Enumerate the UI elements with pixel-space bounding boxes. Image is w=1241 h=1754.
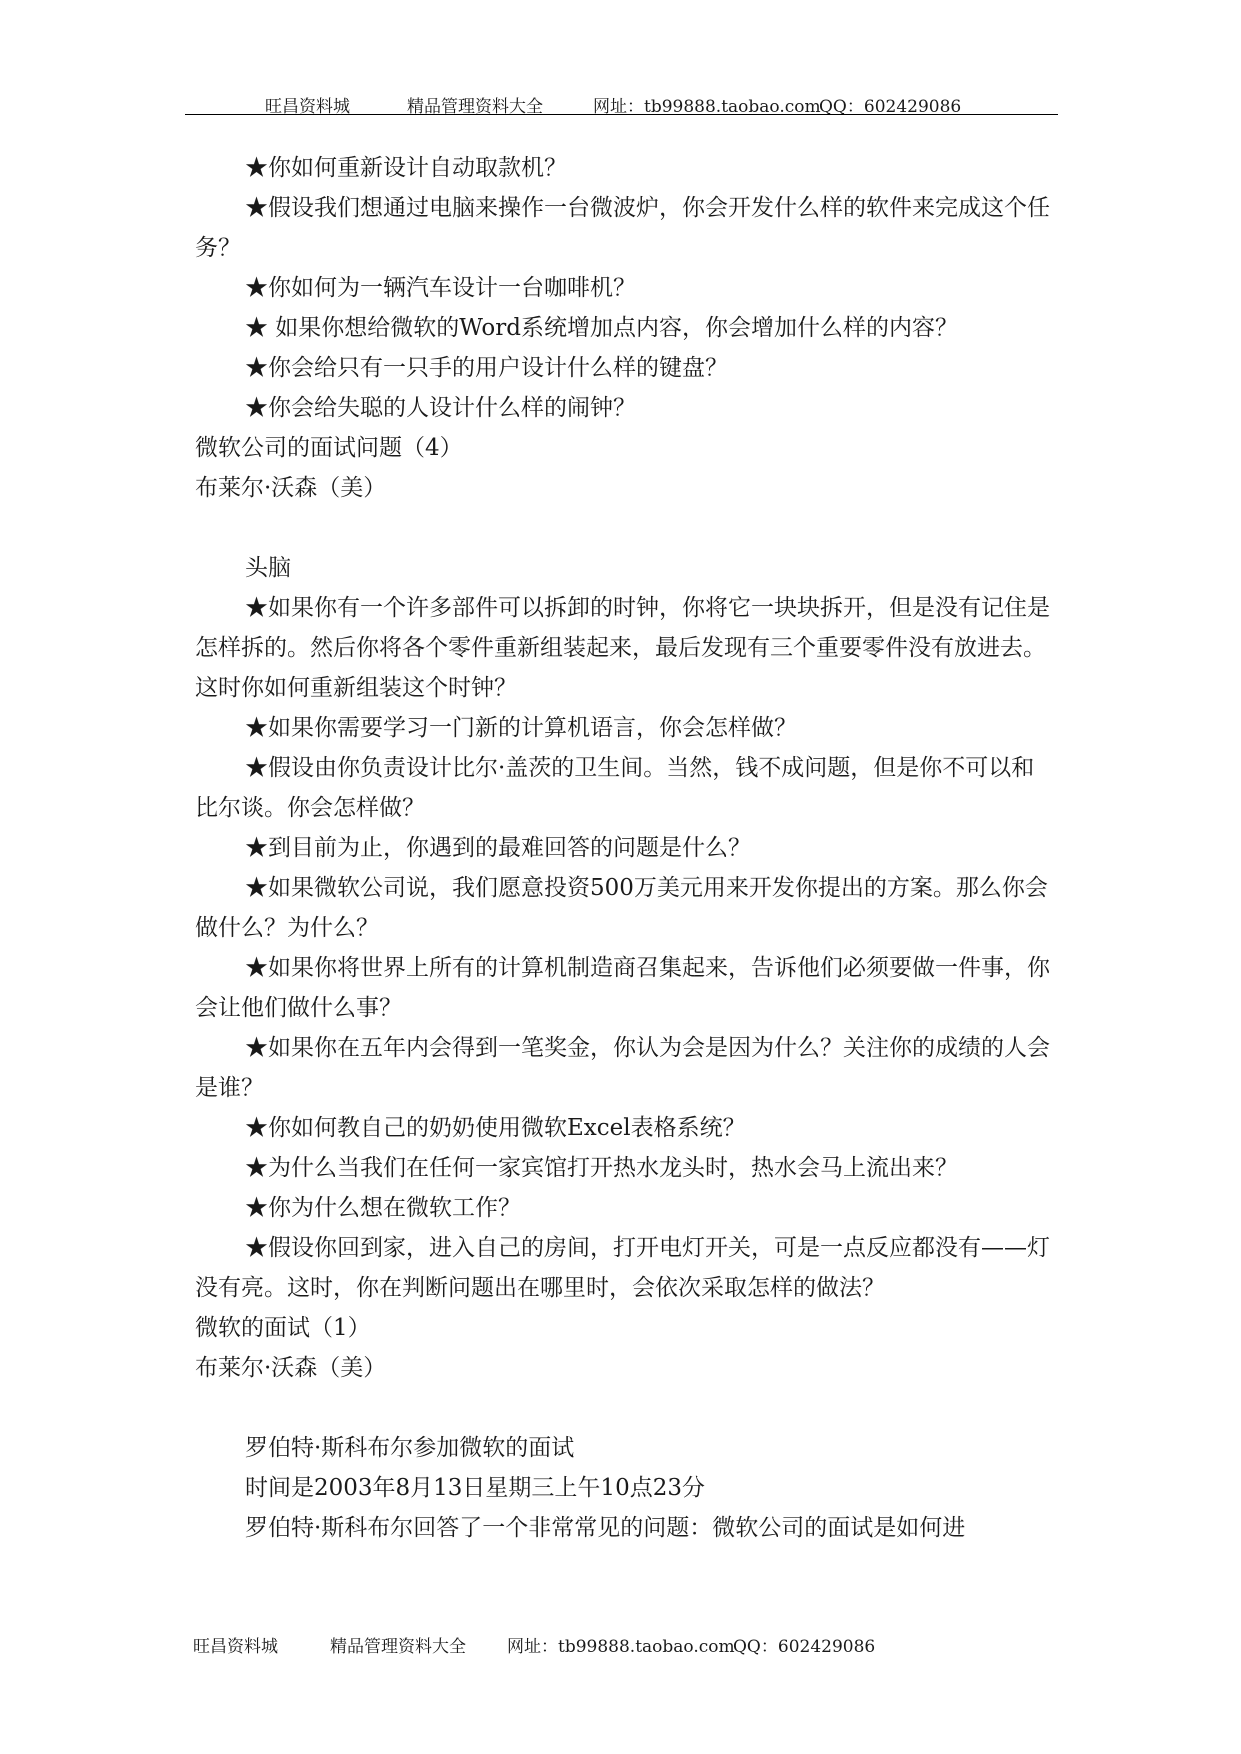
header-collection-name: 精品管理资料大全 bbox=[407, 97, 543, 117]
question-item: ★假设由你负责设计比尔·盖茨的卫生间。当然，钱不成问题，但是你不可以和比尔谈。你会怎样做？ bbox=[195, 755, 1035, 821]
question-item: ★如果你有一个许多部件可以拆卸的时钟，你将它一块块拆开，但是没有记住是怎样拆的。然后你将各个零件重新组装起来，最后发现有三个重要零件没有放进去。这时你如何重新组装这个时钟？ bbox=[195, 595, 1050, 701]
document-body bbox=[195, 148, 1057, 1548]
page-footer bbox=[193, 1632, 893, 1656]
question-item: ★你为什么想在微软工作？ bbox=[245, 1195, 521, 1221]
question-item: ★到目前为止，你遇到的最难回答的问题是什么？ bbox=[245, 835, 751, 861]
article-time: 时间是2003年8月13日星期三上午10点23分 bbox=[245, 1475, 705, 1501]
question-item: ★你会给只有一只手的用户设计什么样的键盘？ bbox=[245, 355, 728, 381]
footer-website: 网址：tb99888.taobao.com bbox=[507, 1637, 735, 1657]
section-title: 微软公司的面试问题（4） bbox=[195, 435, 463, 461]
section-title: 微软的面试（1） bbox=[195, 1315, 371, 1341]
question-item: ★你如何教自己的奶奶使用微软Excel表格系统？ bbox=[245, 1115, 746, 1141]
question-item: ★你会给失聪的人设计什么样的闹钟？ bbox=[245, 395, 636, 421]
question-item: ★你如何重新设计自动取款机？ bbox=[245, 155, 567, 181]
section-author: 布莱尔·沃森（美） bbox=[195, 475, 387, 501]
article-paragraph: 罗伯特·斯科布尔回答了一个非常常见的问题：微软公司的面试是如何进 bbox=[245, 1515, 966, 1541]
header-store-name: 旺昌资料城 bbox=[265, 97, 350, 117]
header-website: 网址：tb99888.taobao.com bbox=[593, 97, 821, 117]
blank-line bbox=[195, 1388, 1057, 1428]
question-item: ★如果你将世界上所有的计算机制造商召集起来，告诉他们必须要做一件事，你会让他们做什么事？ bbox=[195, 955, 1050, 1021]
header-divider bbox=[185, 114, 1058, 115]
blank-line bbox=[195, 508, 1057, 548]
footer-collection-name: 精品管理资料大全 bbox=[330, 1637, 466, 1657]
footer-store-name: 旺昌资料城 bbox=[193, 1637, 278, 1657]
footer-qq: QQ：602429086 bbox=[733, 1637, 876, 1657]
question-item: ★如果微软公司说，我们愿意投资500万美元用来开发你提出的方案。那么你会做什么？为什么？ bbox=[195, 875, 1048, 941]
page-header bbox=[185, 92, 1058, 116]
header-qq: QQ：602429086 bbox=[819, 97, 962, 117]
question-item: ★假设你回到家，进入自己的房间，打开电灯开关，可是一点反应都没有——灯没有亮。这时，你在判断问题出在哪里时，会依次采取怎样的做法？ bbox=[195, 1235, 1050, 1301]
question-item: ★你如何为一辆汽车设计一台咖啡机？ bbox=[245, 275, 636, 301]
subheading: 头脑 bbox=[245, 555, 291, 581]
article-title: 罗伯特·斯科布尔参加微软的面试 bbox=[245, 1435, 575, 1461]
question-item: ★ 如果你想给微软的Word系统增加点内容，你会增加什么样的内容？ bbox=[245, 315, 958, 341]
question-item: ★如果你在五年内会得到一笔奖金，你认为会是因为什么？关注你的成绩的人会是谁？ bbox=[195, 1035, 1050, 1101]
question-item: ★假设我们想通过电脑来操作一台微波炉，你会开发什么样的软件来完成这个任务？ bbox=[195, 195, 1050, 261]
question-item: ★如果你需要学习一门新的计算机语言，你会怎样做？ bbox=[245, 715, 797, 741]
section-author: 布莱尔·沃森（美） bbox=[195, 1355, 387, 1381]
question-item: ★为什么当我们在任何一家宾馆打开热水龙头时，热水会马上流出来？ bbox=[245, 1155, 958, 1181]
